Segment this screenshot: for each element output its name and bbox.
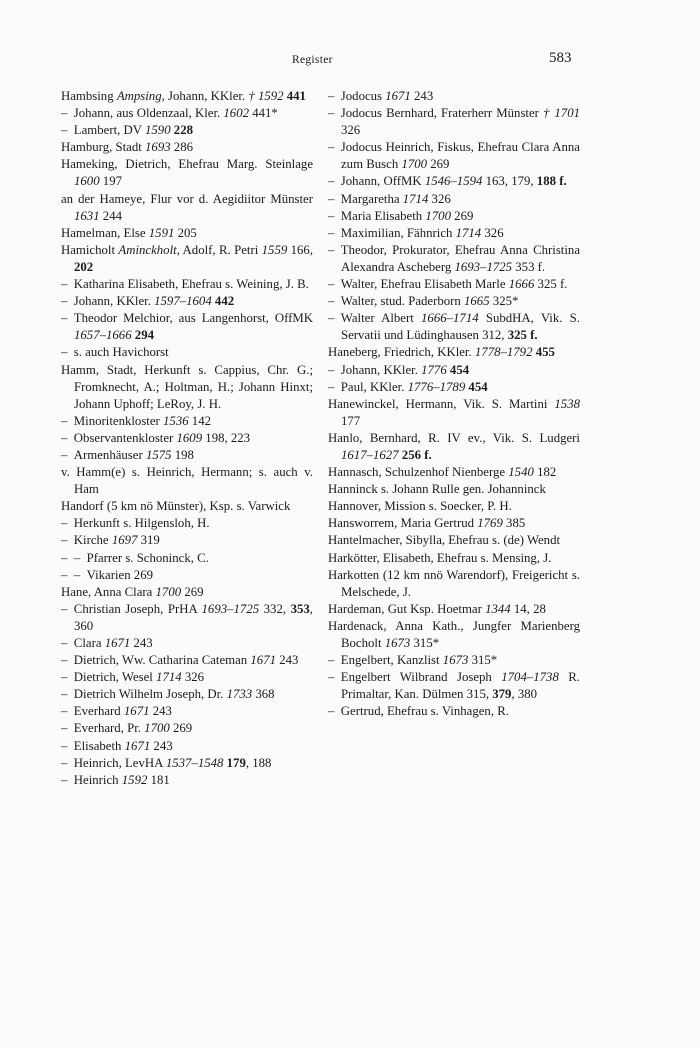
entry-italic-text: 1700 (155, 584, 182, 599)
entry-bold-ref: 454 (468, 379, 488, 394)
entry-text: 243 (276, 653, 299, 668)
continuation-dash: – (61, 653, 74, 668)
index-entry (61, 515, 313, 532)
entry-text: Everhard (73, 704, 124, 719)
entry-italic-text: 1693–1725 (454, 259, 513, 274)
entry-text: 243 (150, 738, 173, 753)
continuation-dash: – (61, 772, 74, 787)
index-entry (328, 242, 580, 276)
entry-italic-text: 1700 (144, 721, 170, 736)
index-entry (328, 173, 580, 190)
entry-italic-text: 1671 (124, 738, 151, 753)
continuation-dash: – (61, 738, 74, 753)
index-entry (61, 584, 313, 601)
entry-text: Hameking, Dietrich, Ehefrau Marg. Steinlage (61, 157, 313, 172)
entry-italic-text: 1600 (74, 174, 100, 189)
entry-italic-text: 1538 (554, 396, 580, 411)
continuation-dash: – (61, 721, 74, 736)
entry-text: 197 (99, 174, 122, 189)
entry-text: , Johann, KKler. (161, 89, 249, 103)
continuation-dash: – – (61, 550, 87, 565)
index-entry (328, 310, 580, 344)
entry-text: Paul, KKler. (340, 379, 408, 394)
index-entry (61, 225, 313, 242)
index-entry (61, 413, 313, 430)
entry-italic-text: 1591 (148, 225, 175, 240)
entry-text: 205 (174, 225, 197, 240)
entry-text: 325 f. (534, 277, 568, 292)
index-entry (61, 310, 313, 344)
entry-text: 326 (481, 225, 504, 240)
entry-italic-text: 1697 (111, 533, 138, 548)
continuation-dash: – (328, 140, 341, 155)
index-entry (328, 105, 580, 139)
entry-text: 286 (170, 140, 194, 155)
continuation-dash: – (61, 447, 74, 462)
index-entry (328, 379, 580, 396)
index-entry (61, 738, 313, 755)
entry-italic-text: 1590 (145, 123, 171, 138)
entry-italic-text: 1671 (104, 636, 131, 650)
entry-text: Hanewinckel, Hermann, Vik. S. Martini (328, 396, 555, 411)
entry-text: Heinrich (73, 772, 122, 787)
entry-text: Johann, aus Oldenzaal, Kler. (73, 106, 224, 121)
continuation-dash: – (328, 670, 341, 685)
entry-text: , 188 (245, 755, 272, 770)
index-entry (328, 669, 580, 703)
entry-text: Hanlo, Bernhard, R. IV ev., Vik. S. Ludgeri (328, 430, 580, 445)
index-entry (61, 755, 313, 772)
entry-text: Vikarien 269 (86, 567, 153, 582)
continuation-dash: – (328, 242, 341, 257)
entry-text: Hardeman, Gut Ksp. Hoetmar (328, 601, 486, 616)
entry-italic-text: 1575 (145, 447, 172, 462)
index-entry (328, 532, 580, 549)
entry-italic-text: 1631 (74, 208, 100, 223)
right-column (328, 88, 580, 720)
entry-text: Dietrich Wilhelm Joseph, Dr. (73, 687, 227, 702)
index-entry (61, 122, 313, 139)
entry-text: Hansworrem, Maria Gertrud (328, 516, 478, 531)
index-entry (61, 344, 313, 361)
entry-bold-ref: 228 (173, 123, 193, 138)
entry-italic-text: 1714 (402, 191, 429, 206)
entry-text: 269 (181, 584, 204, 599)
entry-text: Kirche (73, 533, 112, 548)
continuation-dash: – (328, 208, 341, 223)
entry-bold-ref: 442 (214, 294, 235, 309)
index-entry (61, 293, 313, 310)
entry-bold-ref: 455 (535, 345, 555, 360)
entry-text: Walter, stud. Paderborn (340, 294, 464, 309)
continuation-dash: – (328, 89, 341, 103)
entry-italic-text: 1546–1594 (424, 174, 483, 189)
entry-italic-text: † 1701 (543, 106, 580, 121)
index-entry (61, 139, 313, 156)
entry-italic-text: 1559 (261, 242, 288, 257)
entry-italic-text: 1733 (226, 687, 253, 702)
entry-text: Handorf (5 km nö Münster), Ksp. s. Varwick (61, 499, 291, 514)
left-column (61, 88, 313, 789)
entry-italic-text: 1700 (425, 208, 451, 223)
entry-italic-text: 1776–1789 (407, 379, 466, 394)
continuation-dash: – (328, 362, 341, 377)
index-entry (61, 105, 313, 122)
index-entry (61, 532, 313, 549)
entry-text: Maximilian, Fähnrich (340, 225, 456, 240)
index-entry (61, 550, 313, 567)
entry-text: 243 (410, 89, 434, 103)
continuation-dash: – (61, 601, 74, 616)
index-entry (328, 464, 580, 481)
entry-bold-ref: 441 (286, 89, 306, 103)
entry-bold-ref: 353 (290, 601, 310, 616)
entry-text: R. Primaltar, Kan. Dülmen 315, (341, 670, 581, 702)
entry-text: Dietrich, Wesel (73, 670, 157, 685)
entry-text: Clara (73, 636, 105, 650)
entry-text: Walter, Ehefrau Elisabeth Marle (340, 277, 509, 292)
continuation-dash: – (61, 123, 74, 138)
continuation-dash: – (328, 191, 341, 206)
entry-text: Minoritenkloster (73, 413, 164, 428)
entry-italic-text: 1602 (223, 106, 249, 121)
continuation-dash: – (61, 311, 74, 326)
index-entry (61, 669, 313, 686)
entry-italic-text: Ampsing (116, 89, 162, 103)
entry-italic-text: 1666 (508, 277, 535, 292)
entry-italic-text: 1609 (176, 430, 203, 445)
continuation-dash: – (328, 379, 341, 394)
entry-text: 385 (502, 516, 526, 531)
index-entry (328, 618, 580, 652)
entry-text: Theodor Melchior, aus Langenhorst, OffMK (73, 311, 313, 326)
entry-text: Hamburg, Stadt (61, 140, 146, 155)
entry-italic-text: 1344 (485, 601, 511, 616)
entry-text: SubdHA, Vik. S. Servatii und Lüdinghausen 312, (341, 311, 581, 343)
entry-text: Herkunft s. Hilgensloh, H. (73, 516, 210, 531)
entry-text: 181 (147, 772, 170, 787)
continuation-dash: – (328, 704, 341, 719)
entry-text: Haneberg, Friedrich, KKler. (328, 345, 475, 360)
index-entry (328, 550, 580, 567)
entry-text: Everhard, Pr. (73, 721, 145, 736)
entry-text: Observantenkloster (73, 430, 177, 445)
entry-text: Maria Elisabeth (340, 208, 426, 223)
entry-text: , Adolf, R. Petri (176, 242, 262, 257)
index-entry (328, 498, 580, 515)
entry-text: 198 (171, 447, 194, 462)
entry-text: 243 (130, 636, 153, 650)
index-entry (61, 464, 313, 498)
continuation-dash: – (61, 294, 74, 309)
index-entry (328, 703, 580, 720)
entry-text: Hane, Anna Clara (61, 584, 156, 599)
entry-text: 326 (341, 123, 361, 138)
entry-italic-text: 1540 (508, 465, 534, 480)
entry-italic-text: 1693–1725 (201, 601, 260, 616)
entry-text: Hanninck s. Johann Rulle gen. Johanninck (328, 482, 546, 497)
continuation-dash: – (328, 174, 341, 189)
index-entry (328, 191, 580, 208)
index-entry (328, 396, 580, 430)
entry-text: Hardenack, Anna Kath., Jungfer Marienberg Bocholt (328, 618, 580, 650)
entry-text: Jodocus Heinrich, Fiskus, Ehefrau Clara Anna zum Busch (340, 140, 580, 172)
entry-bold-ref: 179 (226, 755, 246, 770)
entry-text: 163, 179, (482, 174, 537, 189)
entry-text: Margaretha (340, 191, 403, 206)
entry-text: 315* (468, 653, 498, 668)
index-entry (61, 652, 313, 669)
index-entry (61, 430, 313, 447)
entry-text: 182 (533, 465, 557, 480)
index-entry (328, 601, 580, 618)
entry-bold-ref: 325 f. (507, 328, 538, 343)
entry-text: 353 f. (512, 259, 546, 274)
index-entry (328, 88, 580, 105)
entry-italic-text: 1769 (477, 516, 503, 531)
page-header (0, 50, 700, 74)
entry-italic-text: 1700 (401, 157, 428, 172)
entry-italic-text: 1665 (464, 294, 490, 309)
entry-italic-text: 1537–1548 (165, 755, 224, 770)
entry-italic-text: 1671 (123, 704, 150, 719)
entry-italic-text: 1597–1604 (154, 294, 212, 309)
entry-text: 326 (181, 670, 205, 685)
entry-text: Heinrich, LevHA (73, 755, 166, 770)
entry-italic-text: 1704–1738 (501, 670, 559, 685)
index-entry (61, 601, 313, 635)
entry-text: Katharina Elisabeth, Ehefrau s. Weining, J. B. (73, 277, 309, 292)
index-entry (328, 208, 580, 225)
continuation-dash: – (61, 277, 74, 292)
continuation-dash: – (328, 294, 341, 309)
entry-text: Harkötter, Elisabeth, Ehefrau s. Mensing, J. (328, 550, 552, 565)
entry-text: Johann, OffMK (340, 174, 425, 189)
entry-text: an der Hameye, Flur vor d. Aegidiitor Münster (61, 191, 313, 206)
continuation-dash: – (61, 755, 74, 770)
index-entry (61, 156, 313, 190)
continuation-dash: – (328, 225, 341, 240)
entry-italic-text: 1671 (250, 653, 276, 668)
entry-text: s. auch Havichorst (73, 345, 169, 360)
entry-text: 315* (410, 636, 440, 650)
entry-italic-text: 1592 (121, 772, 148, 787)
entry-text: Johann, KKler. (340, 362, 422, 377)
continuation-dash: – (328, 106, 341, 121)
entry-text: Hannover, Mission s. Soecker, P. H. (328, 499, 512, 514)
entry-text: 319 (137, 533, 160, 548)
index-entry (328, 293, 580, 310)
continuation-dash: – (328, 277, 341, 292)
entry-italic-text: 1666–1714 (421, 311, 479, 326)
index-entry (61, 191, 313, 225)
index-entry (328, 652, 580, 669)
entry-text: 332, (259, 601, 291, 616)
index-entry (328, 567, 580, 601)
continuation-dash: – (61, 687, 74, 702)
index-entry (61, 498, 313, 515)
index-entry (328, 139, 580, 173)
entry-italic-text: 1776 (421, 362, 447, 377)
entry-bold-ref: 379 (492, 687, 512, 702)
entry-text: Jodocus Bernhard, Fraterherr Münster (340, 106, 544, 121)
continuation-dash: – (61, 704, 74, 719)
entry-text: 198, 223 (202, 430, 251, 445)
running-head: Register (292, 54, 333, 66)
entry-italic-text: 1671 (385, 89, 411, 103)
entry-italic-text: 1673 (384, 636, 411, 650)
entry-bold-ref: 188 f. (536, 174, 567, 189)
entry-italic-text: † 1592 (248, 89, 284, 103)
entry-text: Christian Joseph, PrHA (73, 601, 202, 616)
index-entry (328, 481, 580, 498)
entry-text: 177 (341, 413, 361, 428)
index-entry (61, 772, 313, 789)
continuation-dash: – (61, 413, 74, 428)
entry-text: 441* (249, 106, 278, 121)
index-entry (61, 635, 313, 652)
entry-italic-text: 1778–1792 (474, 345, 533, 360)
index-entry (61, 362, 313, 413)
entry-text: Hamelman, Else (61, 225, 149, 240)
continuation-dash: – (61, 106, 74, 121)
continuation-dash: – – (61, 567, 87, 582)
entry-text: 243 (149, 704, 172, 719)
index-entry (61, 276, 313, 293)
continuation-dash: – (61, 516, 74, 531)
entry-text: Walter Albert (340, 311, 422, 326)
entry-text: Gertrud, Ehefrau s. Vinhagen, R. (340, 704, 509, 719)
entry-text: Pfarrer s. Schoninck, C. (86, 550, 209, 565)
index-entry (328, 225, 580, 242)
entry-italic-text: 1617–1627 (341, 447, 399, 462)
index-entry (61, 720, 313, 737)
continuation-dash: – (61, 636, 74, 650)
index-entry (61, 242, 313, 276)
entry-text: 166, (287, 242, 314, 257)
entry-italic-text: 1536 (163, 413, 189, 428)
entry-text: Harkotten (12 km nnö Warendorf), Freigericht s. Melschede, J. (328, 567, 580, 599)
entry-text: 244 (99, 208, 122, 223)
entry-italic-text: 1693 (145, 140, 171, 155)
continuation-dash: – (61, 670, 74, 685)
entry-italic-text: 1714 (455, 225, 482, 240)
index-entry (328, 276, 580, 293)
continuation-dash: – (61, 345, 74, 360)
entry-bold-ref: 202 (74, 259, 94, 274)
page-number: 583 (549, 50, 572, 66)
entry-text: Theodor, Prokurator, Ehefrau Anna Christina Alexandra Ascheberg (340, 242, 580, 274)
entry-italic-text: 1657–1666 (74, 328, 132, 343)
entry-text: 14, 28 (510, 601, 546, 616)
entry-text: 368 (252, 687, 275, 702)
continuation-dash: – (61, 430, 74, 445)
entry-text: Engelbert Wilbrand Joseph (340, 670, 502, 685)
entry-text: Hantelmacher, Sibylla, Ehefrau s. (de) Wendt (328, 533, 561, 548)
entry-text: Hamm, Stadt, Herkunft s. Cappius, Chr. G.; Fromknecht, A.; Holtman, H.; Johann Hinxt; Johann Uphoff; LeRoy, J. H. (61, 362, 313, 411)
continuation-dash: – (328, 653, 341, 668)
index-entry (328, 362, 580, 379)
entry-text: Dietrich, Ww. Catharina Cateman (73, 653, 251, 668)
entry-bold-ref: 454 (449, 362, 470, 377)
entry-text: Armenhäuser (73, 447, 146, 462)
index-entry (61, 567, 313, 584)
entry-text: Hambsing (61, 89, 117, 103)
entry-bold-ref: 256 f. (401, 447, 432, 462)
entry-text: Engelbert, Kanzlist (340, 653, 443, 668)
entry-text: 269 (169, 721, 193, 736)
entry-text: 142 (188, 413, 212, 428)
entry-text: , 380 (511, 687, 538, 702)
entry-italic-text: Aminckholt (118, 242, 177, 257)
index-entry (61, 447, 313, 464)
entry-text: 326 (428, 191, 451, 206)
entry-italic-text: 1673 (442, 653, 469, 668)
index-entry (61, 88, 313, 105)
entry-text: Elisabeth (73, 738, 125, 753)
entry-text: Johann, KKler. (73, 294, 155, 309)
entry-text: v. Hamm(e) s. Heinrich, Hermann; s. auch v. Ham (61, 465, 313, 497)
continuation-dash: – (328, 311, 341, 326)
entry-text: 325* (489, 294, 519, 309)
index-entry (328, 515, 580, 532)
entry-text: Hannasch, Schulzenhof Nienberge (328, 465, 509, 480)
entry-text: Lambert, DV (73, 123, 145, 138)
index-entry (61, 703, 313, 720)
entry-text: Hamicholt (61, 242, 119, 257)
entry-italic-text: 1714 (156, 670, 182, 685)
entry-text: Jodocus (340, 89, 386, 103)
entry-text: 269 (427, 157, 450, 172)
index-entry (328, 430, 580, 464)
entry-text: 269 (450, 208, 474, 223)
entry-text: , 360 (74, 601, 313, 633)
index-entry (61, 686, 313, 703)
entry-bold-ref: 294 (134, 328, 154, 343)
continuation-dash: – (61, 533, 74, 548)
index-entry (328, 344, 580, 361)
